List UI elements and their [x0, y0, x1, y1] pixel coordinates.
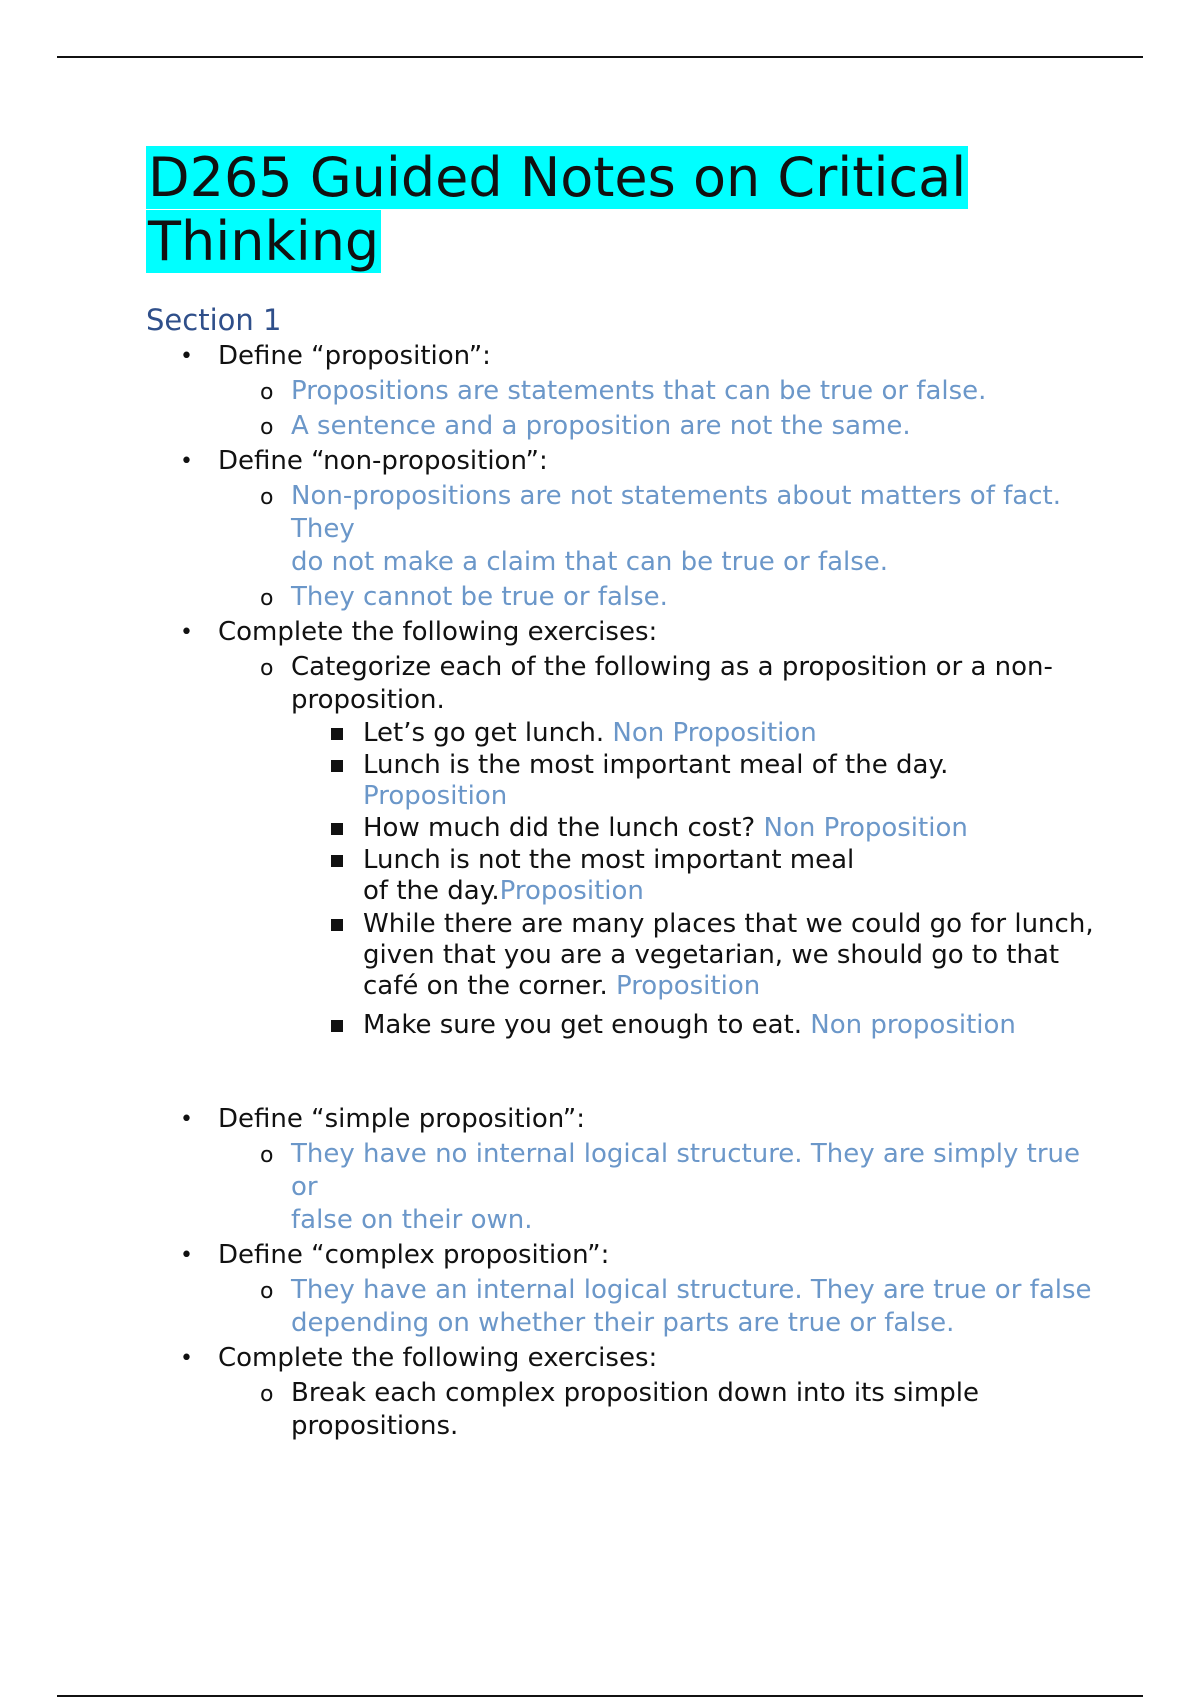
sub-list — [218, 651, 1106, 1041]
list-item — [146, 1103, 1106, 1237]
notes-list — [146, 340, 1106, 1443]
list-item — [218, 581, 1106, 614]
bullet-icon: • — [180, 1243, 193, 1268]
circle-bullet-icon: o — [260, 1382, 274, 1407]
list-item — [146, 1239, 1106, 1340]
exercise-item — [291, 718, 1106, 749]
answer-text: depending on whether their parts are true or false. — [291, 1308, 955, 1338]
list-item — [218, 480, 1106, 579]
exercise-item — [291, 813, 1106, 844]
spacer — [218, 1041, 1106, 1101]
prompt-text: Define “complex proposition”: — [218, 1240, 610, 1270]
answer-text: do not make a claim that can be true or false. — [291, 547, 889, 577]
exercise-item — [291, 750, 1106, 812]
exercise-answer: Non Proposition — [612, 718, 817, 748]
answer-text: Propositions are statements that can be true or false. — [291, 376, 987, 406]
list-item — [146, 616, 1106, 1101]
list-item — [218, 410, 1106, 443]
square-bullet-icon — [331, 760, 343, 772]
section-heading: Section 1 — [146, 303, 282, 337]
square-bullet-icon — [331, 1020, 343, 1032]
exercise-text: of the day. — [363, 876, 500, 906]
circle-bullet-icon: o — [260, 1279, 274, 1304]
sub-list — [218, 1138, 1106, 1237]
bullet-icon: • — [180, 449, 193, 474]
list-item — [146, 1342, 1106, 1443]
answer-text: They have an internal logical structure. They are true or false — [291, 1275, 1092, 1305]
title-highlight: D265 Guided Notes on Critical Thinking — [148, 146, 967, 273]
exercise-text: Make sure you get enough to eat. — [363, 1010, 811, 1040]
top-rule — [57, 56, 1143, 58]
answer-text: Non-propositions are not statements about matters of fact. They — [291, 481, 1061, 544]
list-item — [218, 1274, 1106, 1340]
bullet-icon: • — [180, 344, 193, 369]
bottom-rule — [57, 1695, 1143, 1697]
square-bullet-icon — [331, 823, 343, 835]
sub-prompt-text: proposition. — [291, 685, 445, 715]
answer-text: A sentence and a proposition are not the same. — [291, 411, 911, 441]
bullet-icon: • — [180, 1346, 193, 1371]
prompt-text: Define “non-proposition”: — [218, 446, 548, 476]
sub-prompt-text: Break each complex proposition down into its simple propositions. — [291, 1378, 979, 1441]
square-bullet-icon — [331, 728, 343, 740]
list-item — [218, 375, 1106, 408]
prompt-text: Define “simple proposition”: — [218, 1104, 586, 1134]
list-item — [218, 651, 1106, 1041]
exercise-list — [291, 718, 1106, 1041]
document-title — [146, 146, 1106, 274]
list-item — [146, 340, 1106, 443]
list-item — [218, 1138, 1106, 1237]
list-item — [218, 1377, 1106, 1443]
sub-list — [218, 1377, 1106, 1443]
prompt-text: Complete the following exercises: — [218, 1343, 658, 1373]
sub-prompt-text: Categorize each of the following as a proposition or a non- — [291, 652, 1053, 682]
exercise-text: Lunch is not the most important meal — [363, 845, 855, 875]
circle-bullet-icon: o — [260, 586, 274, 611]
square-bullet-icon — [331, 919, 343, 931]
exercise-text: While there are many places that we could go for lunch, given that you are a vegetarian, we should go to that café on the corner. — [363, 909, 1094, 1001]
exercise-answer: Proposition — [615, 971, 761, 1001]
exercise-text: Let’s go get lunch. — [363, 718, 613, 748]
list-item — [146, 445, 1106, 614]
prompt-text: Define “proposition”: — [218, 341, 491, 371]
circle-bullet-icon: o — [260, 1143, 274, 1168]
circle-bullet-icon: o — [260, 380, 274, 405]
exercise-answer: Proposition — [499, 876, 644, 906]
exercise-answer: Proposition — [363, 781, 508, 811]
document-body — [146, 146, 1106, 1443]
exercise-text: Lunch is the most important meal of the day. — [363, 750, 949, 780]
circle-bullet-icon: o — [260, 656, 274, 681]
prompt-text: Complete the following exercises: — [218, 617, 658, 647]
sub-list — [218, 1274, 1106, 1340]
exercise-answer: Non proposition — [810, 1010, 1016, 1040]
exercise-item — [291, 1010, 1106, 1041]
exercise-item — [291, 909, 1106, 1002]
answer-text: false on their own. — [291, 1205, 533, 1235]
square-bullet-icon — [331, 855, 343, 867]
exercise-text: How much did the lunch cost? — [363, 813, 764, 843]
answer-text: They cannot be true or false. — [291, 582, 668, 612]
exercise-answer: Non Proposition — [763, 813, 968, 843]
sub-list — [218, 480, 1106, 614]
sub-list — [218, 375, 1106, 443]
answer-text: They have no internal logical structure. They are simply true or — [291, 1139, 1080, 1202]
circle-bullet-icon: o — [260, 485, 274, 510]
bullet-icon: • — [180, 1107, 193, 1132]
exercise-item — [291, 845, 1106, 907]
bullet-icon: • — [180, 620, 193, 645]
circle-bullet-icon: o — [260, 415, 274, 440]
